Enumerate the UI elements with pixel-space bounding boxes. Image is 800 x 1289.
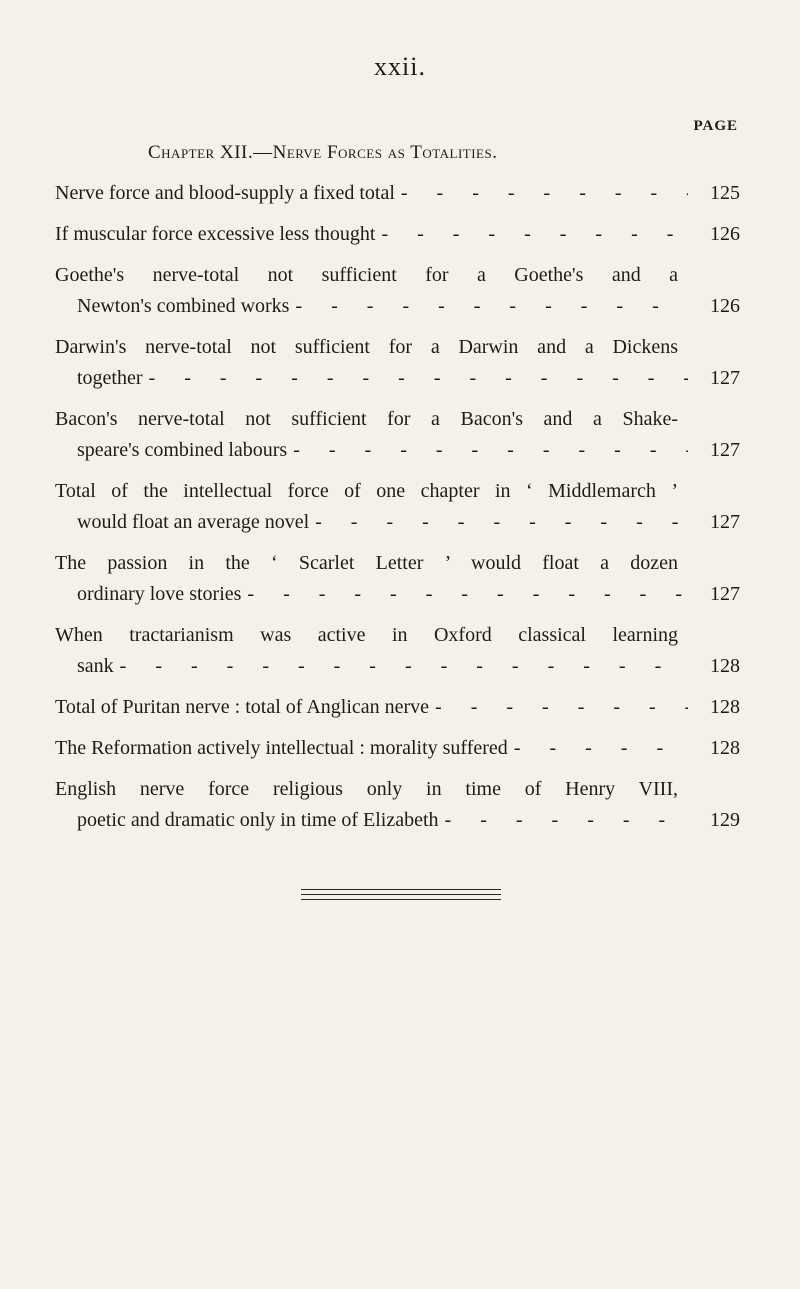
toc-entry-line: Total of the intellectual force of one chapter in ‘ Middlemarch ’: [55, 480, 678, 502]
toc-entry: [55, 692, 740, 723]
toc-entry-line: Bacon's nerve-total not sufficient for a Bacon's and a Shake-: [55, 408, 678, 430]
toc-entry-text: The Reformation actively intellectual : morality suffered: [55, 737, 508, 759]
toc-entry: [55, 219, 740, 250]
dot-leader: [401, 178, 688, 209]
toc-entry-text: together: [77, 367, 143, 389]
toc-entry-line: [55, 507, 740, 538]
toc-page-number: 128: [710, 737, 740, 759]
toc-entry-line: English nerve force religious only in time of Henry VIII,: [55, 778, 678, 800]
toc-entry-line: [55, 435, 740, 466]
toc-entry-line: Goethe's nerve-total not sufficient for a Goethe's and a: [55, 264, 678, 286]
toc-page-number: 127: [710, 439, 740, 461]
toc-entry: [55, 733, 740, 764]
toc-entry: [55, 620, 740, 682]
toc-entry-text: ordinary love stories: [77, 583, 242, 605]
page-folio: xxii.: [374, 52, 426, 81]
toc-entry-text: would float an average novel: [77, 511, 310, 533]
toc-entry: [55, 548, 740, 610]
dot-leader: [247, 579, 688, 610]
toc-page-number: 126: [710, 223, 740, 245]
toc-entry-text: poetic and dramatic only in time of Elizabeth: [77, 809, 439, 831]
dot-leader: [315, 507, 688, 538]
toc-page-number: 129: [710, 809, 740, 831]
dot-leader: [445, 805, 688, 836]
toc-page-number: 127: [710, 367, 740, 389]
toc-entry-line: [55, 805, 740, 836]
toc-page-number: 125: [710, 182, 740, 204]
dot-leader: [381, 219, 688, 250]
toc-page-number: 127: [710, 511, 740, 533]
decorative-rule: [301, 889, 501, 890]
toc-page-number: 128: [710, 696, 740, 718]
toc-entry: [55, 774, 740, 836]
toc-entry-line: [55, 178, 740, 209]
toc-page-number: 126: [710, 295, 740, 317]
toc-entry-line: [55, 291, 740, 322]
dot-leader: [295, 291, 688, 322]
dot-leader: [514, 733, 688, 764]
page-column-label: PAGE: [693, 118, 738, 134]
dot-leader: [149, 363, 688, 394]
toc-entry-line: The passion in the ‘ Scarlet Letter ’ would float a dozen: [55, 552, 678, 574]
toc-entry-line: Darwin's nerve-total not sufficient for a Darwin and a Dickens: [55, 336, 678, 358]
toc-entry-line: [55, 692, 740, 723]
toc-entry: [55, 332, 740, 394]
toc-entry: [55, 476, 740, 538]
decorative-rule: [301, 894, 501, 895]
dot-leader: [120, 651, 688, 682]
toc-entry-text: Newton's combined works: [77, 295, 290, 317]
toc-page-number: 128: [710, 655, 740, 677]
toc-entry: [55, 260, 740, 322]
dot-leader: [293, 435, 688, 466]
toc-entry-line: [55, 651, 740, 682]
toc-entry: [55, 404, 740, 466]
toc-entry-line: When tractarianism was active in Oxford classical learning: [55, 624, 678, 646]
toc-entry-line: [55, 579, 740, 610]
decorative-rule: [301, 899, 501, 900]
toc-entry-text: speare's combined labours: [77, 439, 288, 461]
toc-entry-text: If muscular force excessive less thought: [55, 223, 376, 245]
toc-entry-line: [55, 363, 740, 394]
toc-entry-text: sank: [77, 655, 114, 677]
toc-entry-text: Nerve force and blood-supply a fixed total: [55, 182, 395, 204]
dot-leader: [435, 692, 688, 723]
table-of-contents: [55, 178, 740, 846]
toc-entry-line: [55, 219, 740, 250]
chapter-heading: Chapter XII.—Nerve Forces as Totalities.: [148, 142, 498, 163]
toc-entry-text: Total of Puritan nerve : total of Anglican nerve: [55, 696, 430, 718]
toc-page-number: 127: [710, 583, 740, 605]
toc-entry: [55, 178, 740, 209]
toc-entry-line: [55, 733, 740, 764]
